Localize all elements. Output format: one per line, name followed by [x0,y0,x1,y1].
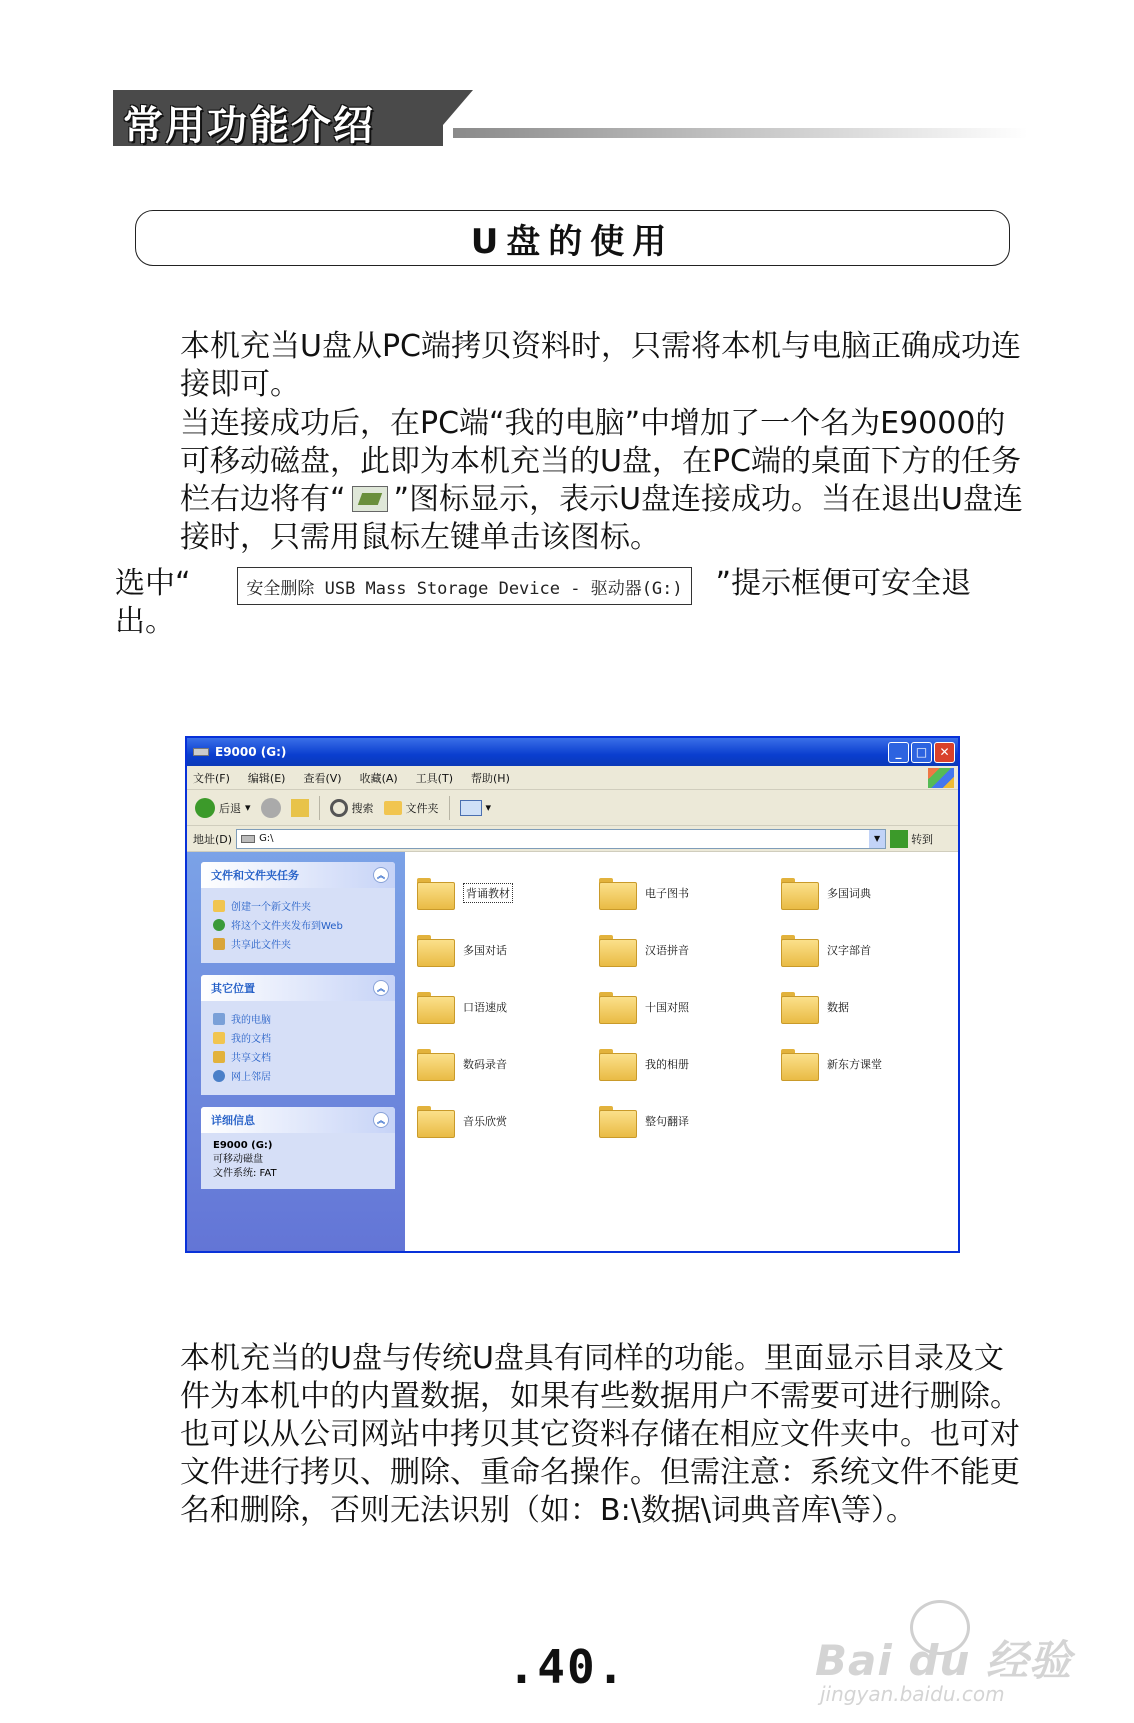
place-shared-documents[interactable] [213,1049,385,1064]
menu-bar [187,766,958,790]
details-panel-title: 详细信息 [211,1114,255,1127]
outro-paragraph [115,1340,1030,1530]
up-button[interactable] [291,799,309,817]
section-title: U盘的使用 [470,221,675,262]
details-panel-body [201,1133,395,1189]
intro-text-1: 本机充当U盘从PC端拷贝资料时，只需将本机与电脑正确成功连接即可。 [180,329,1021,402]
task-pane [187,852,405,1251]
usb-tray-icon [352,486,388,512]
folder-item[interactable] [599,1092,781,1149]
place-my-documents[interactable] [213,1030,385,1045]
minimize-button[interactable]: _ [888,742,909,763]
details-fs: 文件系统: FAT [213,1168,277,1179]
views-icon [460,800,482,816]
folder-label: 数据 [827,1000,849,1014]
task-publish-web[interactable] [213,917,385,932]
maximize-button[interactable]: □ [911,742,932,763]
place-label: 我的文档 [231,1034,271,1045]
folder-icon [417,1106,453,1136]
places-panel-body [201,1001,395,1095]
folder-label: 音乐欣赏 [463,1114,507,1128]
go-button[interactable] [890,830,933,848]
back-label: 后退 [219,801,241,815]
folder-item[interactable] [417,978,599,1035]
close-button[interactable]: ✕ [934,742,955,763]
place-label: 共享文档 [231,1053,271,1064]
watermark-brand: Bai du 经验 [815,1636,1072,1685]
page-number: .40. [507,1640,627,1694]
folder-icon [781,935,817,965]
place-network[interactable] [213,1068,385,1083]
folders-button[interactable] [384,800,439,816]
go-label: 转到 [911,832,934,846]
address-value: G:\ [259,833,274,844]
address-input[interactable] [236,829,886,849]
forward-button[interactable] [261,798,281,818]
window-controls [888,742,955,763]
folder-icon [599,935,635,965]
tasks-panel-title: 文件和文件夹任务 [211,869,299,882]
folder-label: 背诵教材 [463,883,513,903]
folder-label: 多国词典 [827,886,871,900]
folder-icon [599,1106,635,1136]
folder-item[interactable] [599,1035,781,1092]
baidu-watermark [815,1600,1085,1710]
globe-icon [213,919,225,931]
folder-icon [599,878,635,908]
folder-label: 汉字部首 [827,943,871,957]
header-title: 常用功能介绍 [123,103,375,149]
menu-favorites[interactable]: 收藏(A) [359,771,398,785]
menu-file[interactable]: 文件(F) [193,771,230,785]
task-label: 将这个文件夹发布到Web [231,921,343,932]
folder-label: 电子图书 [645,886,689,900]
place-label: 我的电脑 [231,1015,271,1026]
intro-text-2b: ”图标显示，表示U盘连接成功。当在退出U盘连接时，只需用鼠标左键单击该图标。 [180,482,1024,555]
folder-item[interactable] [417,864,599,921]
address-bar [187,826,958,852]
task-label: 共享此文件夹 [231,940,291,951]
folder-icon [781,878,817,908]
folder-label: 十国对照 [645,1000,689,1014]
folder-item[interactable] [599,921,781,978]
section-title-box [135,210,1010,266]
folder-item[interactable] [781,1035,957,1092]
folder-label: 汉语拼音 [645,943,689,957]
task-share-folder[interactable] [213,936,385,951]
file-list [417,852,957,1251]
folder-icon [781,992,817,1022]
menu-view[interactable]: 查看(V) [303,771,342,785]
header-banner [113,90,1028,148]
toolbar [187,790,958,826]
search-button[interactable] [330,799,374,817]
folder-icon [599,992,635,1022]
intro-paragraph-2 [115,405,1030,557]
back-button[interactable] [195,798,251,818]
share-folder-icon [213,938,225,950]
folder-icon [599,1049,635,1079]
toolbar-separator [319,796,320,820]
documents-icon [213,1032,225,1044]
folder-label: 多国对话 [463,943,507,957]
drive-icon [193,748,209,756]
window-titlebar [187,738,958,766]
forward-arrow-icon [261,798,281,818]
tasks-panel-header[interactable] [201,862,395,888]
intro-text-3a: 选中“ [115,566,191,601]
watermark-url: jingyan.baidu.com [820,1682,1005,1706]
tasks-panel-body [201,888,395,963]
details-type: 可移动磁盘 [213,1154,263,1165]
folder-item[interactable] [781,864,957,921]
back-arrow-icon [195,798,215,818]
new-folder-icon [213,900,225,912]
folder-label: 数码录音 [463,1057,507,1071]
folder-icon [417,992,453,1022]
details-panel [201,1107,395,1189]
task-label: 创建一个新文件夹 [231,902,311,913]
places-panel [201,975,395,1095]
menu-tools[interactable]: 工具(T) [415,771,453,785]
outro-text: 本机充当的U盘与传统U盘具有同样的功能。里面显示目录及文件为本机中的内置数据，如果有些数据用户不需要可进行删除。也可以从公司网站中拷贝其它资料存储在相应文件夹中。也可对文件进行拷贝、删除、重命名操作。但需注意：系统文件不能更名和删除，否则无法识别（如：B:\数据\词典音库\等）。 [180,1341,1020,1528]
folder-icon [781,1049,817,1079]
safe-remove-prompt: 安全删除 USB Mass Storage Device - 驱动器(G:) [237,567,692,605]
collapse-icon[interactable]: ︽ [373,867,389,883]
intro-text-3b: ”提示框便可安全退出。 [115,566,972,639]
place-label: 网上邻居 [231,1072,271,1083]
folder-icon [417,1049,453,1079]
folder-item[interactable] [417,921,599,978]
folder-label: 口语速成 [463,1000,507,1014]
computer-icon [213,1013,225,1025]
details-name: E9000 (G:) [213,1140,273,1151]
folders-icon [384,801,402,815]
place-my-computer[interactable] [213,1011,385,1026]
details-panel-header[interactable] [201,1107,395,1133]
folder-item[interactable] [599,978,781,1035]
folder-icon [417,935,453,965]
folder-up-icon [291,799,309,817]
collapse-icon[interactable]: ︽ [373,980,389,996]
search-icon [330,799,348,817]
folder-icon [417,878,453,908]
folder-item[interactable] [599,864,781,921]
places-panel-header[interactable] [201,975,395,1001]
folders-label: 文件夹 [405,801,439,815]
intro-paragraph-1 [115,328,1030,404]
search-label: 搜索 [351,801,374,815]
folder-label: 我的相册 [645,1057,689,1071]
address-label: 地址(D) [193,832,233,846]
network-icon [213,1070,225,1082]
collapse-icon[interactable]: ︽ [373,1112,389,1128]
explorer-content [187,852,958,1251]
address-dropdown-icon[interactable]: ▼ [869,830,885,848]
folder-label: 新东方课堂 [827,1057,882,1071]
toolbar-separator [449,796,450,820]
views-button[interactable]: ▾ [460,800,492,816]
drive-icon [241,835,255,843]
explorer-window [185,736,960,1253]
shared-docs-icon [213,1051,225,1063]
folder-item[interactable] [781,978,957,1035]
window-title: E9000 (G:) [215,745,287,759]
intro-text-2a: 当连接成功后，在PC端“我的电脑”中增加了一个名为E9000的可移动磁盘，此即为本机充当的U盘，在PC端的桌面下方的任务栏右边将有“ [180,406,1021,517]
windows-logo-icon [928,768,954,788]
folder-label: 整句翻译 [645,1114,689,1128]
folder-item[interactable] [417,1092,599,1149]
menu-edit[interactable]: 编辑(E) [247,771,286,785]
folder-item[interactable] [781,921,957,978]
back-dropdown-icon[interactable]: ▾ [245,801,251,814]
tasks-panel [201,862,395,963]
task-new-folder[interactable] [213,898,385,913]
go-arrow-icon [890,830,908,848]
menu-help[interactable]: 帮助(H) [471,771,510,785]
folder-item[interactable] [417,1035,599,1092]
places-panel-title: 其它位置 [211,982,255,995]
banner-gradient-line [453,128,1028,138]
